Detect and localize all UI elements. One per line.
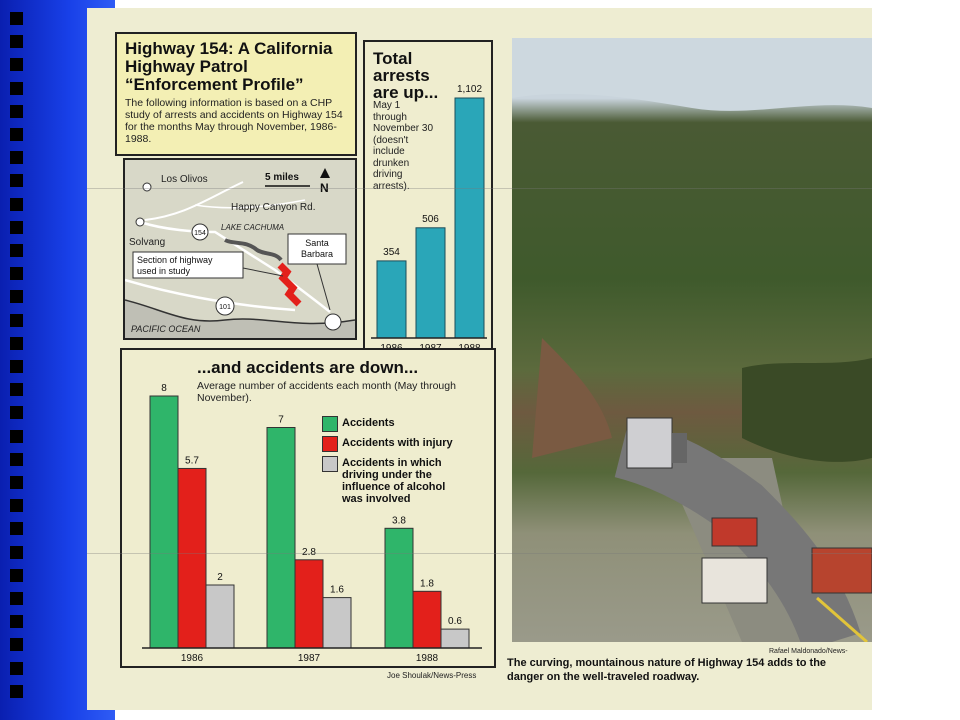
- place-happy-canyon: Happy Canyon Rd.: [231, 202, 316, 213]
- rock-face: [532, 338, 612, 458]
- solvang-dot: [136, 218, 144, 226]
- map: [123, 158, 357, 340]
- accident-bar: [206, 585, 234, 648]
- slide-bullet-icon: [10, 569, 23, 582]
- los-olivos-dot: [143, 183, 151, 191]
- accident-year-label: 1987: [297, 653, 321, 664]
- slide-bullet-icon: [10, 198, 23, 211]
- slide-bullet-icon: [10, 244, 23, 257]
- place-solvang: Solvang: [129, 237, 166, 248]
- slide-bullet-icon: [10, 499, 23, 512]
- legend-accidents: Accidents: [342, 417, 395, 429]
- study-label: Section of highway used in study: [137, 255, 213, 276]
- arrest-value-label: 354: [383, 246, 400, 258]
- slide-bullet-icon: [10, 58, 23, 71]
- accident-year-label: 1988: [415, 653, 439, 664]
- paper-crease: [87, 553, 872, 554]
- arrest-value-label: 506: [422, 213, 439, 225]
- accident-bar: [385, 528, 413, 648]
- legend-alcohol: Accidents in which driving under the influence of alcohol was involved: [342, 457, 446, 505]
- slide-bullet-icon: [10, 638, 23, 651]
- slide-bullet-icon: [10, 615, 23, 628]
- accident-value-label: 1.8: [420, 578, 434, 590]
- accident-bar: [150, 396, 178, 648]
- arrests-chart: [365, 42, 491, 354]
- newspaper-clipping: [87, 8, 872, 710]
- slide-bullet-icon: [10, 662, 23, 675]
- legend-injury: Accidents with injury: [342, 437, 453, 449]
- place-pacific-ocean: PACIFIC OCEAN: [131, 324, 201, 334]
- place-santa-barbara: Santa Barbara: [300, 238, 334, 259]
- route-154-label: 154: [194, 230, 206, 237]
- accident-value-label: 8: [161, 383, 167, 394]
- accident-bar: [295, 560, 323, 648]
- slide-bullet-icon: [10, 546, 23, 559]
- arrest-value-label: 1,102: [456, 84, 483, 95]
- place-lake-cachuma: LAKE CACHUMA: [221, 223, 285, 232]
- slide-bullet-icon: [10, 360, 23, 373]
- slide-bullet-icon: [10, 337, 23, 350]
- slide-bullet-icon: [10, 12, 23, 25]
- slide-bullet-icon: [10, 522, 23, 535]
- accident-bar: [178, 468, 206, 648]
- slide-bullet-icon: [10, 685, 23, 698]
- slide-bullet-icon: [10, 592, 23, 605]
- arrests-panel: [363, 40, 493, 356]
- slide-bullet-icon: [10, 221, 23, 234]
- arrests-note: May 1 through November 30 (doesn't include drunken driving arrests).: [373, 100, 434, 192]
- accidents-chart: [122, 350, 494, 666]
- arrest-bar: [416, 228, 445, 338]
- slide-bullet-icon: [10, 476, 23, 489]
- accident-value-label: 5.7: [185, 455, 199, 467]
- slide-bullet-icon: [10, 35, 23, 48]
- arrest-bar: [377, 261, 406, 338]
- accident-bar: [267, 428, 295, 649]
- slide-bullet-icon: [10, 174, 23, 187]
- scale-label: 5 miles: [265, 172, 299, 183]
- sky: [512, 38, 872, 111]
- photo-scene: [512, 38, 872, 642]
- photo-credit: Rafael Maldonado/News-: [769, 648, 848, 655]
- slide-bullet-icon: [10, 151, 23, 164]
- paper-crease: [87, 188, 872, 189]
- profile-description: The following information is based on a CHP study of arrests and accidents on Highway 154 for the months May through November, 1986-1988.: [125, 97, 343, 145]
- accident-value-label: 2.8: [302, 546, 316, 558]
- dark-hillside: [742, 358, 872, 462]
- accident-bar: [323, 598, 351, 648]
- slide-bullet-icon: [10, 453, 23, 466]
- highway-photo: [512, 38, 872, 642]
- title-box: [115, 32, 357, 156]
- slide-bullet-icon: [10, 267, 23, 280]
- highway-101-road: [125, 280, 295, 310]
- slide-bullet-icon: [10, 383, 23, 396]
- slide-bullet-icon: [10, 430, 23, 443]
- accident-bar: [441, 629, 469, 648]
- accident-value-label: 7: [278, 414, 284, 426]
- photo-caption: The curving, mountainous nature of Highway 154 adds to the danger on the well-traveled roadway.: [507, 657, 827, 683]
- truck-cab: [672, 433, 687, 463]
- north-arrow-icon: [320, 168, 330, 178]
- map-graphic: [125, 160, 355, 338]
- slide-bullet-icon: [10, 314, 23, 327]
- accidents-panel: [120, 348, 496, 668]
- accidents-subheading: Average number of accidents each month (May through November).: [197, 380, 456, 404]
- slide-bullet-icon: [10, 290, 23, 303]
- route-101-label: 101: [219, 304, 231, 311]
- graphic-credit: Joe Shoulak/News-Press: [387, 671, 477, 680]
- santa-barbara-dot: [325, 314, 341, 330]
- arrests-heading: Total arrests are up...: [373, 49, 439, 102]
- accident-value-label: 3.8: [392, 515, 406, 527]
- north-label: N: [320, 181, 329, 195]
- accident-bar: [413, 591, 441, 648]
- slide-bullet-icon: [10, 105, 23, 118]
- accident-value-label: 0.6: [448, 616, 462, 628]
- accident-value-label: 1.6: [330, 584, 344, 596]
- slide-bullet-icon: [10, 406, 23, 419]
- accidents-heading: ...and accidents are down...: [197, 358, 419, 377]
- slide-bullet-icon: [10, 82, 23, 95]
- accident-year-label: 1986: [180, 653, 204, 664]
- red-pickup: [812, 548, 872, 593]
- truck-trailer: [627, 418, 672, 468]
- red-car: [712, 518, 757, 546]
- white-pickup: [702, 558, 767, 603]
- accident-value-label: 2: [217, 572, 223, 583]
- place-los-olivos: Los Olivos: [161, 174, 208, 185]
- profile-title: Highway 154: A California Highway Patrol “Enforcement Profile”: [125, 39, 333, 94]
- arrest-bar: [455, 98, 484, 338]
- slide-bullet-icon: [10, 128, 23, 141]
